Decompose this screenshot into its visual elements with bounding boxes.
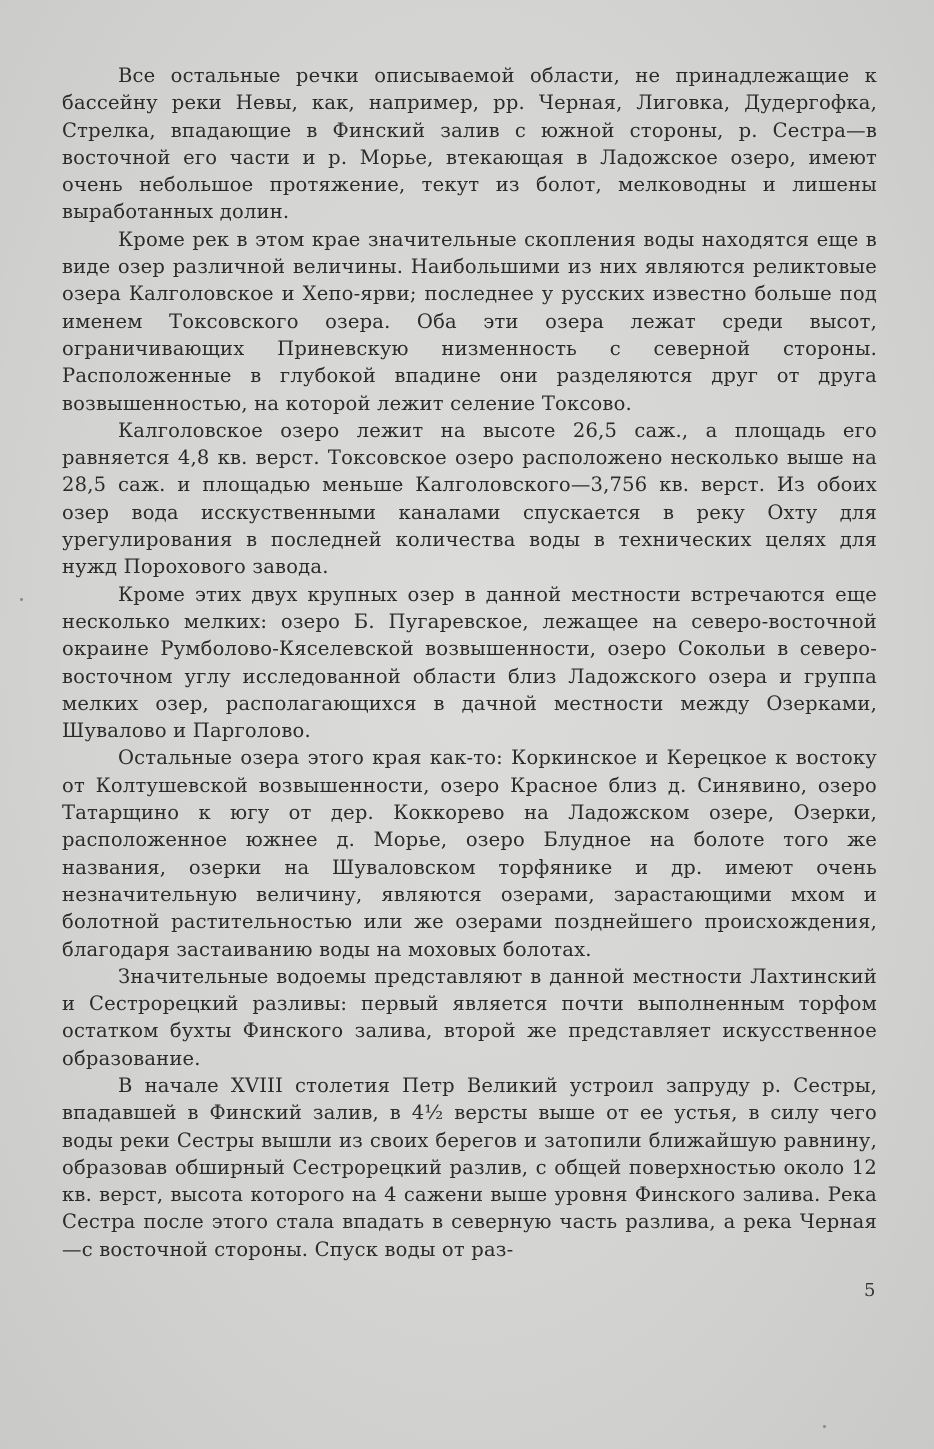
- paragraph-kalgolovskoe: Калголовское озеро лежит на высоте 26,5 саж., а площадь его равняется 4,8 кв. верст. Токсовское озеро расположено несколько выше на 28,5 саж. и площадью меньше Калголовского—3,756 кв. верст. Из обоих озер вода исскуственными каналами спускается в реку Охту для урегулирования в последней количества воды в технических целях для нужд Порохового завода.: [62, 418, 877, 579]
- page-number: 5: [864, 1280, 876, 1301]
- paragraph-rivers: Все остальные речки описываемой области, не принадлежащие к бассейну реки Невы, как, например, рр. Черная, Лиговка, Дудергофка, Стрелка, впадающие в Финский залив с южной стороны, р. Сестра—в восточной его части и р. Морье, втекающая в Ладожское озеро, имеют очень небольшое протяжение, текут из болот, мелководны и лишены выработанных долин.: [62, 64, 877, 224]
- paragraph-razlivy: Значительные водоемы представляют в данной местности Лахтинский и Сестрорецкий разливы: первый является почти выполненным торфом остатком бухты Финского залива, второй же представляет искусственное образование.: [62, 964, 877, 1070]
- scan-speck: [20, 598, 23, 601]
- scan-speck: [823, 1425, 826, 1428]
- paragraph-peter-dam: В начале XVIII столетия Петр Великий устроил запруду р. Сестры, впадавшей в Финский залив, в 4½ версты выше от ее устья, в силу чего воды реки Сестры вышли из своих берегов и затопили ближайшую равнину, образовав обширный Сестрорецкий разлив, с общей поверхностью около 12 кв. верст, высота которого на 4 сажени выше уровня Финского залива. Река Сестра после этого стала впадать в северную часть разлива, а река Черная—с восточной стороны. Спуск воды от раз-: [62, 1073, 877, 1261]
- paragraph-small-lakes: Кроме этих двух крупных озер в данной местности встречаются еще несколько мелких: озеро Б. Пугаревское, лежащее на северо-восточной окраине Румболово-Кяселевской возвышенности, озеро Сокольи в северо-восточном углу исследованной области близ Ладожского озера и группа мелких озер, располагающихся в дачной местности между Озерками, Шувалово и Парголово.: [62, 582, 877, 743]
- paragraph-other-lakes: Остальные озера этого края как-то: Коркинское и Керецкое к востоку от Колтушевской возвышенности, озеро Красное близ д. Синявино, озеро Татарщино к югу от дер. Коккорево на Ладожском озере, Озерки, расположенное южнее д. Морье, озеро Блудное на болоте того же названия, озерки на Шуваловском торфянике и др. имеют очень незначительную величину, являются озерами, зарастающими мхом и болотной растительностью или же озерами позднейшего происхождения, благодаря застаиванию воды на моховых болотах.: [62, 746, 877, 961]
- body-text: [62, 62, 877, 1263]
- paragraph-lakes-relict: Кроме рек в этом крае значительные скопления воды находятся еще в виде озер различной величины. Наибольшими из них являются реликтовые озера Калголовское и Хепо-ярви; последнее у русских известно больше под именем Токсовского озера. Оба эти озера лежат среди высот, ограничивающих Приневскую низменность с северной стороны. Расположенные в глубокой впадине они разделяются друг от друга возвышенностью, на которой лежит селение Токсово.: [62, 227, 877, 415]
